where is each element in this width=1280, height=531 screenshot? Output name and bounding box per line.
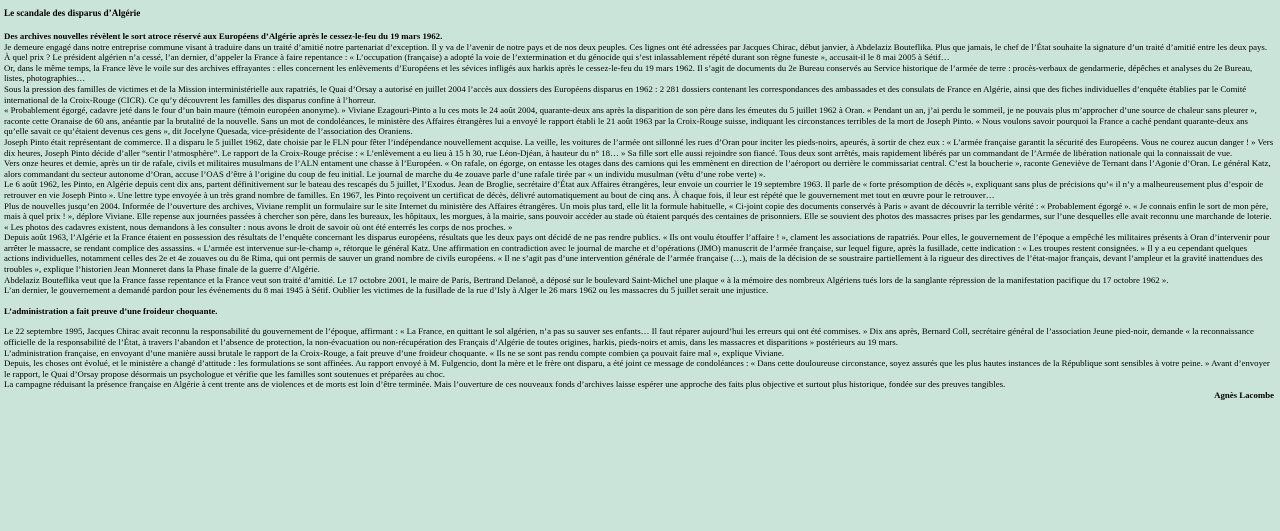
paragraph: Plus de nouvelles jusqu’en 2004. Informée de l’ouverture des archives, Viviane remplit un formulaire sur le site Internet du ministère des Affaires étrangères. Un mois plus tard, elle lit la formule habituelle, « Ci-joint copie des documents conservés à Paris » avant de découvrir la terrible vérité : « Probablement égorgé ». « Je connais enfin le sort de mon père, mais à quel prix ! », déplore Viviane. Elle repense aux journées passées à chercher son père, dans les bureaux, les hôpitaux, les morgues, à la mairie, sans pouvoir accéder au stade où étaient parqués des centaines de prisonniers. Elle se souvient des photos des massacres prises par les gendarmes, sur l’une desquelles elle avait reconnu une marchande de loterie. « Les photos des cadavres existent, nous demandons à les consulter : nous avons le droit de savoir où ont été enterrés les corps de nos proches. » xyxy=(4,200,1272,232)
paragraph: Le 6 août 1962, les Pinto, en Algérie depuis cent dix ans, partent définitivement sur le bateau des rescapés du 5 juillet, l’Exodus. Jean de Broglie, secrétaire d’État aux Affaires étrangères, leur envoie un courrier le 19 septembre 1963. Il parle de « forte présomption de décès », expliquant sans plus de précisions qu’« il n’y a malheureusement plus d’espoir de retrouver en vie Joseph Pinto ». Une lettre type envoyée à un très grand nombre de familles. En 1967, les Pinto reçoivent un certificat de décès, délivré automatiquement au bout de cinq ans. À chaque fois, il leur est répété que le gouvernement met tout en œuvre pour le retrouver… xyxy=(4,179,1264,200)
article-subtitle: Des archives nouvelles révèlent le sort atroce réservé aux Européens d’Algérie après le cessez-le-feu du 19 mars 1962. xyxy=(4,31,443,41)
paragraph: Vers onze heures et demie, après un tir de rafale, civils et militaires musulmans de l’ALN entament une chasse à l’Européen. « On rafale, on égorge, on entasse les otages dans des camions qui les emmènent en direction de l’aéroport ou derrière le commissariat central. C’est la boucherie », raconte Geneviève de Ternant dans l’Agonie d’Oran. Le général Katz, alors commandant du secteur autonome d’Oran, accuse l’OAS d’être à l’origine du coup de feu initial. Le journal de marche du 4e zouave parle d’une rafale tirée par « un individu musulman (vêtu d’une robe verte) ». xyxy=(4,158,1271,179)
paragraph: Or, dans le même temps, la France lève le voile sur des archives effrayantes : elles concernent les enlèvements d’Européens et les sévices infligés aux harkis après le cessez-le-feu du 19 mars 1962. Il s’agit de documents du 2e Bureau conservés au Service historique de l’armée de terre : procès-verbaux de gendarmerie, dépêches et analyses du 2e Bureau, listes, photographies… xyxy=(4,62,1253,84)
paragraph: La campagne réduisant la présence française en Algérie à cent trente ans de violences et de morts est loin d’être terminée. Mais l’ouverture de ces nouveaux fonds d’archives laisse espérer une approche des faits plus objective et surtout plus historique, fondée sur des preuves tangibles. xyxy=(4,379,1006,390)
paragraph: Depuis août 1963, l’Algérie et la France étaient en possession des résultats de l’enquête concernant les disparus européens, résultats que les deux pays ont décidé de ne pas rendre publics. « Ils ont voulu étouffer l’affaire ! », clament les associations de rapatriés. Pour elles, le gouvernement de l’époque a empêché les militaires présents à Oran d’intervenir pour arrêter le massacre, se rendant complice des assassins. « L’armée est intervenue sur-le-champ », rétorque le général Katz. Une affirmation en contradiction avec le journal de marche et d’opérations (JMO) manuscrit de l’armée française, sur lequel figure, après la fusillade, cette indication : « Les troupes restent consignées. » Il y a eu cependant quelques actions individuelles, notamment celles des 2e et 4e zouaves ou du 8e Rima, qui ont permis de sauver un grand nombre de civils européens. « Il ne s’agit pas d’une intervention générale de l’armée française (…), mais de la décision de se soustraire partiellement à la rigueur des directives de l’état-major français, devant l’ampleur et la gravité inattendues des troubles », explique l’historien Jean Monneret dans la Phase finale de la guerre d’Algérie. xyxy=(4,232,1270,275)
article-title: Le scandale des disparus d’Algérie xyxy=(4,8,141,18)
paragraph: « Probablement égorgé, cadavre jeté dans le four d’un bain maure (témoin européen anonyme). » Viviane Ezagouri-Pinto a lu ces mots le 24 août 2004, quarante-deux ans après la disparition de son père dans les émeutes du 5 juillet 1962 à Oran. « Pendant un an, j’ai perdu le sommeil, je ne pouvais plus m’approcher d’une source de chaleur sans pleurer », raconte cette Oranaise de 60 ans, anéantie par la brutalité de la nouvelle. Sans un mot de condoléances, le ministère des Affaires étrangères lui a envoyé le rapport établi le 21 août 1963 par la Croix-Rouge suisse, indiquant les circonstances terribles de la mort de Joseph Pinto. « Nous voulons savoir pourquoi la France a caché pendant quarante-deux ans qu’elle savait ce qu’étaient devenus ces gens », dit Jocelyne Quesada, vice-présidente de l’association des Oraniens. xyxy=(4,105,1257,137)
paragraph: L’administration française, en envoyant d’une manière aussi brutale le rapport de la Croix-Rouge, a fait preuve d’une froideur choquante. « Ils ne se sont pas rendu compte combien ça pouvait faire mal », explique Viviane. xyxy=(4,347,784,358)
paragraph: Je demeure engagé dans notre entreprise commune visant à traduire dans un traité d’amitié notre partenariat d’exception. Il y va de l’avenir de notre pays et de nos deux peuples. Ces lignes ont été adressées par Jacques Chirac, début janvier, à Abdelaziz Bouteflika. Plus que jamais, le chef de l’État souhaite la signature d’un traité d’amitié entre les deux pays. À quel prix ? Le président algérien n’a cessé, l’an dernier, d’appeler la France à faire repentance : « L’occupation (française) a adopté la voie de l’extermination et du génocide qui s’est inlassablement répété durant son règne funeste », accusait-il le 8 mai 2005 à Sétif… xyxy=(4,41,1268,63)
paragraph: Depuis, les choses ont évolué, et le ministère a changé d’attitude : les formulations se sont affinées. Au rapport envoyé à M. Fulgencio, dont la mère et le frère ont disparu, a été joint ce message de condoléances : « Dans cette douloureuse circonstance, soyez assurés que les plus hautes instances de la République sont sensibles à votre peine. » Avant d’envoyer le rapport, le Quai d’Orsay propose désormais un psychologue et vérifie que les familles sont soutenues et préparées au choc. xyxy=(4,358,1270,379)
spacer xyxy=(4,316,1274,326)
paragraph: Le 22 septembre 1995, Jacques Chirac avait reconnu la responsabilité du gouvernement de l’époque, affirmant : « La France, en quittant le sol algérien, n’a pas su sauver ses enfants… Il faut réparer aujourd’hui les erreurs qui ont été commises. » Dix ans après, Bernard Coll, secrétaire général de l’association Jeune pied-noir, demande « la reconnaissance officielle de la responsabilité de l’État, à travers l’abandon et l’absence de protection, la non-évacuation ou non-récupération des Français d’Algérie de toutes origines, harkis, pieds-noirs et amis, dans les massacres et disparitions » postérieurs au 19 mars. xyxy=(4,326,1254,348)
paragraph: L’an dernier, le gouvernement a demandé pardon pour les événements du 8 mai 1945 à Sétif. Oublier les victimes de la fusillade de la rue d’Isly à Alger le 26 mars 1962 ou les massacres du 5 juillet serait une injustice. xyxy=(4,285,769,296)
section-subtitle: L’administration a fait preuve d’une froideur choquante. xyxy=(4,305,218,316)
paragraph: Abdelaziz Bouteflika veut que la France fasse repentance et la France veut son traité d’amitié. Le 17 octobre 2001, le maire de Paris, Bertrand Delanoë, a déposé sur le boulevard Saint-Michel une plaque « à la mémoire des nombreux Algériens tués lors de la sanglante répression de la manifestation pacifique du 17 octobre 1962 ». xyxy=(4,274,1169,285)
spacer xyxy=(4,296,1274,306)
paragraph: Joseph Pinto était représentant de commerce. Il a disparu le 5 juillet 1962, date choisie par le FLN pour fêter l’indépendance nouvellement acquise. La veille, les voitures de l’armée ont sillonné les rues d’Oran pour inciter les pieds-noirs, apeurés, à sortir de chez eux : « L’armée française garantit la sécurité des Européens. Vous ne courez aucun danger ! » Vers dix heures, Joseph Pinto décide d’aller “sentir l’atmosphère”. Le rapport de la Croix-Rouge précise : « L’enlèvement a eu lieu à 15 h 30, rue Léon-Djéan, à hauteur du n° 18… » Sa fille sort elle aussi rejoindre son fiancé. Tous deux sont arrêtés, mais rapidement libérés par un commandant de l’Armée de libération nationale qui la connaissait de vue. xyxy=(4,136,1274,158)
paragraph: Sous la pression des familles de victimes et de la Mission interministérielle aux rapatriés, le Quai d’Orsay a autorisé en juillet 2004 l’accès aux dossiers des Européens disparus en 1962 : 2 281 dossiers contenant les correspondances des ambassades et des consulats de France en Algérie, ainsi que des fiches individuelles d’enquête établies par le Comité international de la Croix-Rouge (CICR). Ce qu’y découvrent les familles des disparus confine à l’horreur. xyxy=(4,83,1247,105)
author-signature: Agnès Lacombe xyxy=(1214,390,1274,400)
